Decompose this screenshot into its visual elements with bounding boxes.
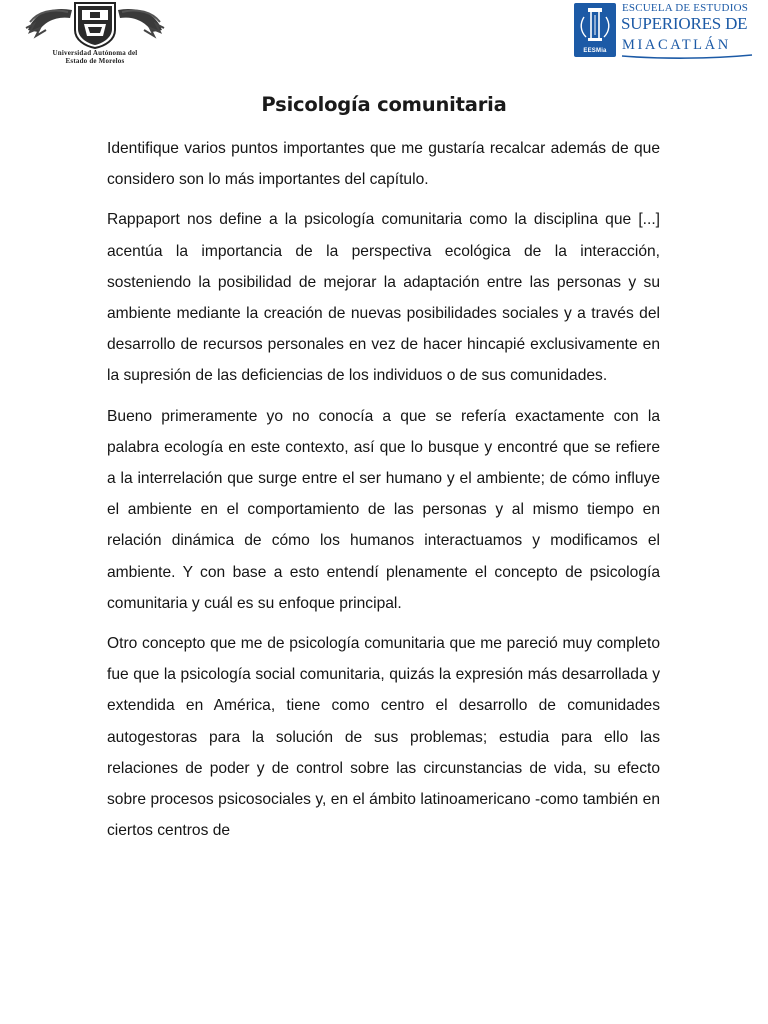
uaem-name: [20, 49, 170, 65]
paragraph-3: Bueno primeramente yo no conocía a que se refería exactamente con la palabra ecología en este contexto, así que lo busque y encontré que se refiere a la interrelación que surge entre el ser humano y el ambiente; de cómo influye el ambiente en el comportamiento de las personas y al mismo tiempo en relación dinámica de cómo los humanos interactuamos y modificamos el ambiente. Y con base a esto entendí plenamente el concepto de psicología comunitaria y cuál es su enfoque principal.: [107, 407, 660, 612]
uaem-logo: [20, 0, 170, 68]
uaem-name-line1: Universidad Autónoma del: [52, 49, 138, 57]
school-name-line1: ESCUELA DE ESTUDIOS: [622, 2, 749, 14]
school-name-line3: MIACATLÁN: [622, 37, 731, 53]
paragraph-4: Otro concepto que me de psicología comunitaria que me pareció muy completo fue que la psicología social comunitaria, quizás la expresión más desarrollada y extendida en América, tiene como centro el desarrollo de comunidades autogestoras para la solución de sus problemas; estudia para ello las relaciones de poder y de control sobre las circunstancias de vida, su efecto sobre procesos psicosociales y, en el ámbito latinoamericano -como también en ciertos centros de: [107, 635, 660, 840]
column-emblem-icon: [574, 3, 616, 49]
swoosh-icon: [620, 53, 754, 61]
paragraph-1: Identifique varios puntos importantes que me gustaría recalcar además de que considero son lo más importantes del capítulo.: [107, 140, 660, 189]
uaem-name-line2: Estado de Morelos: [65, 57, 125, 65]
eesmia-logo: [574, 3, 754, 59]
document-body: [107, 133, 660, 855]
uaem-crest-icon: [20, 0, 170, 50]
paragraph-2: Rappaport nos define a la psicología comunitaria como la disciplina que [...] acentúa la importancia de la perspectiva ecológica de la interacción, sosteniendo la posibilidad de mejorar la adaptación entre las personas y su ambiente mediante la creación de nuevas posibilidades sociales y a través del desarrollo de recursos personales en vez de hacer hincapié exclusivamente en la supresión de las deficiencias de los individuos o de sus comunidades.: [107, 211, 660, 385]
school-name-line2: SUPERIORES DE: [621, 14, 748, 33]
eesmia-label: EESMia: [583, 48, 607, 54]
document-title: Psicología comunitaria: [261, 93, 507, 116]
eesmia-emblem: [574, 3, 616, 57]
